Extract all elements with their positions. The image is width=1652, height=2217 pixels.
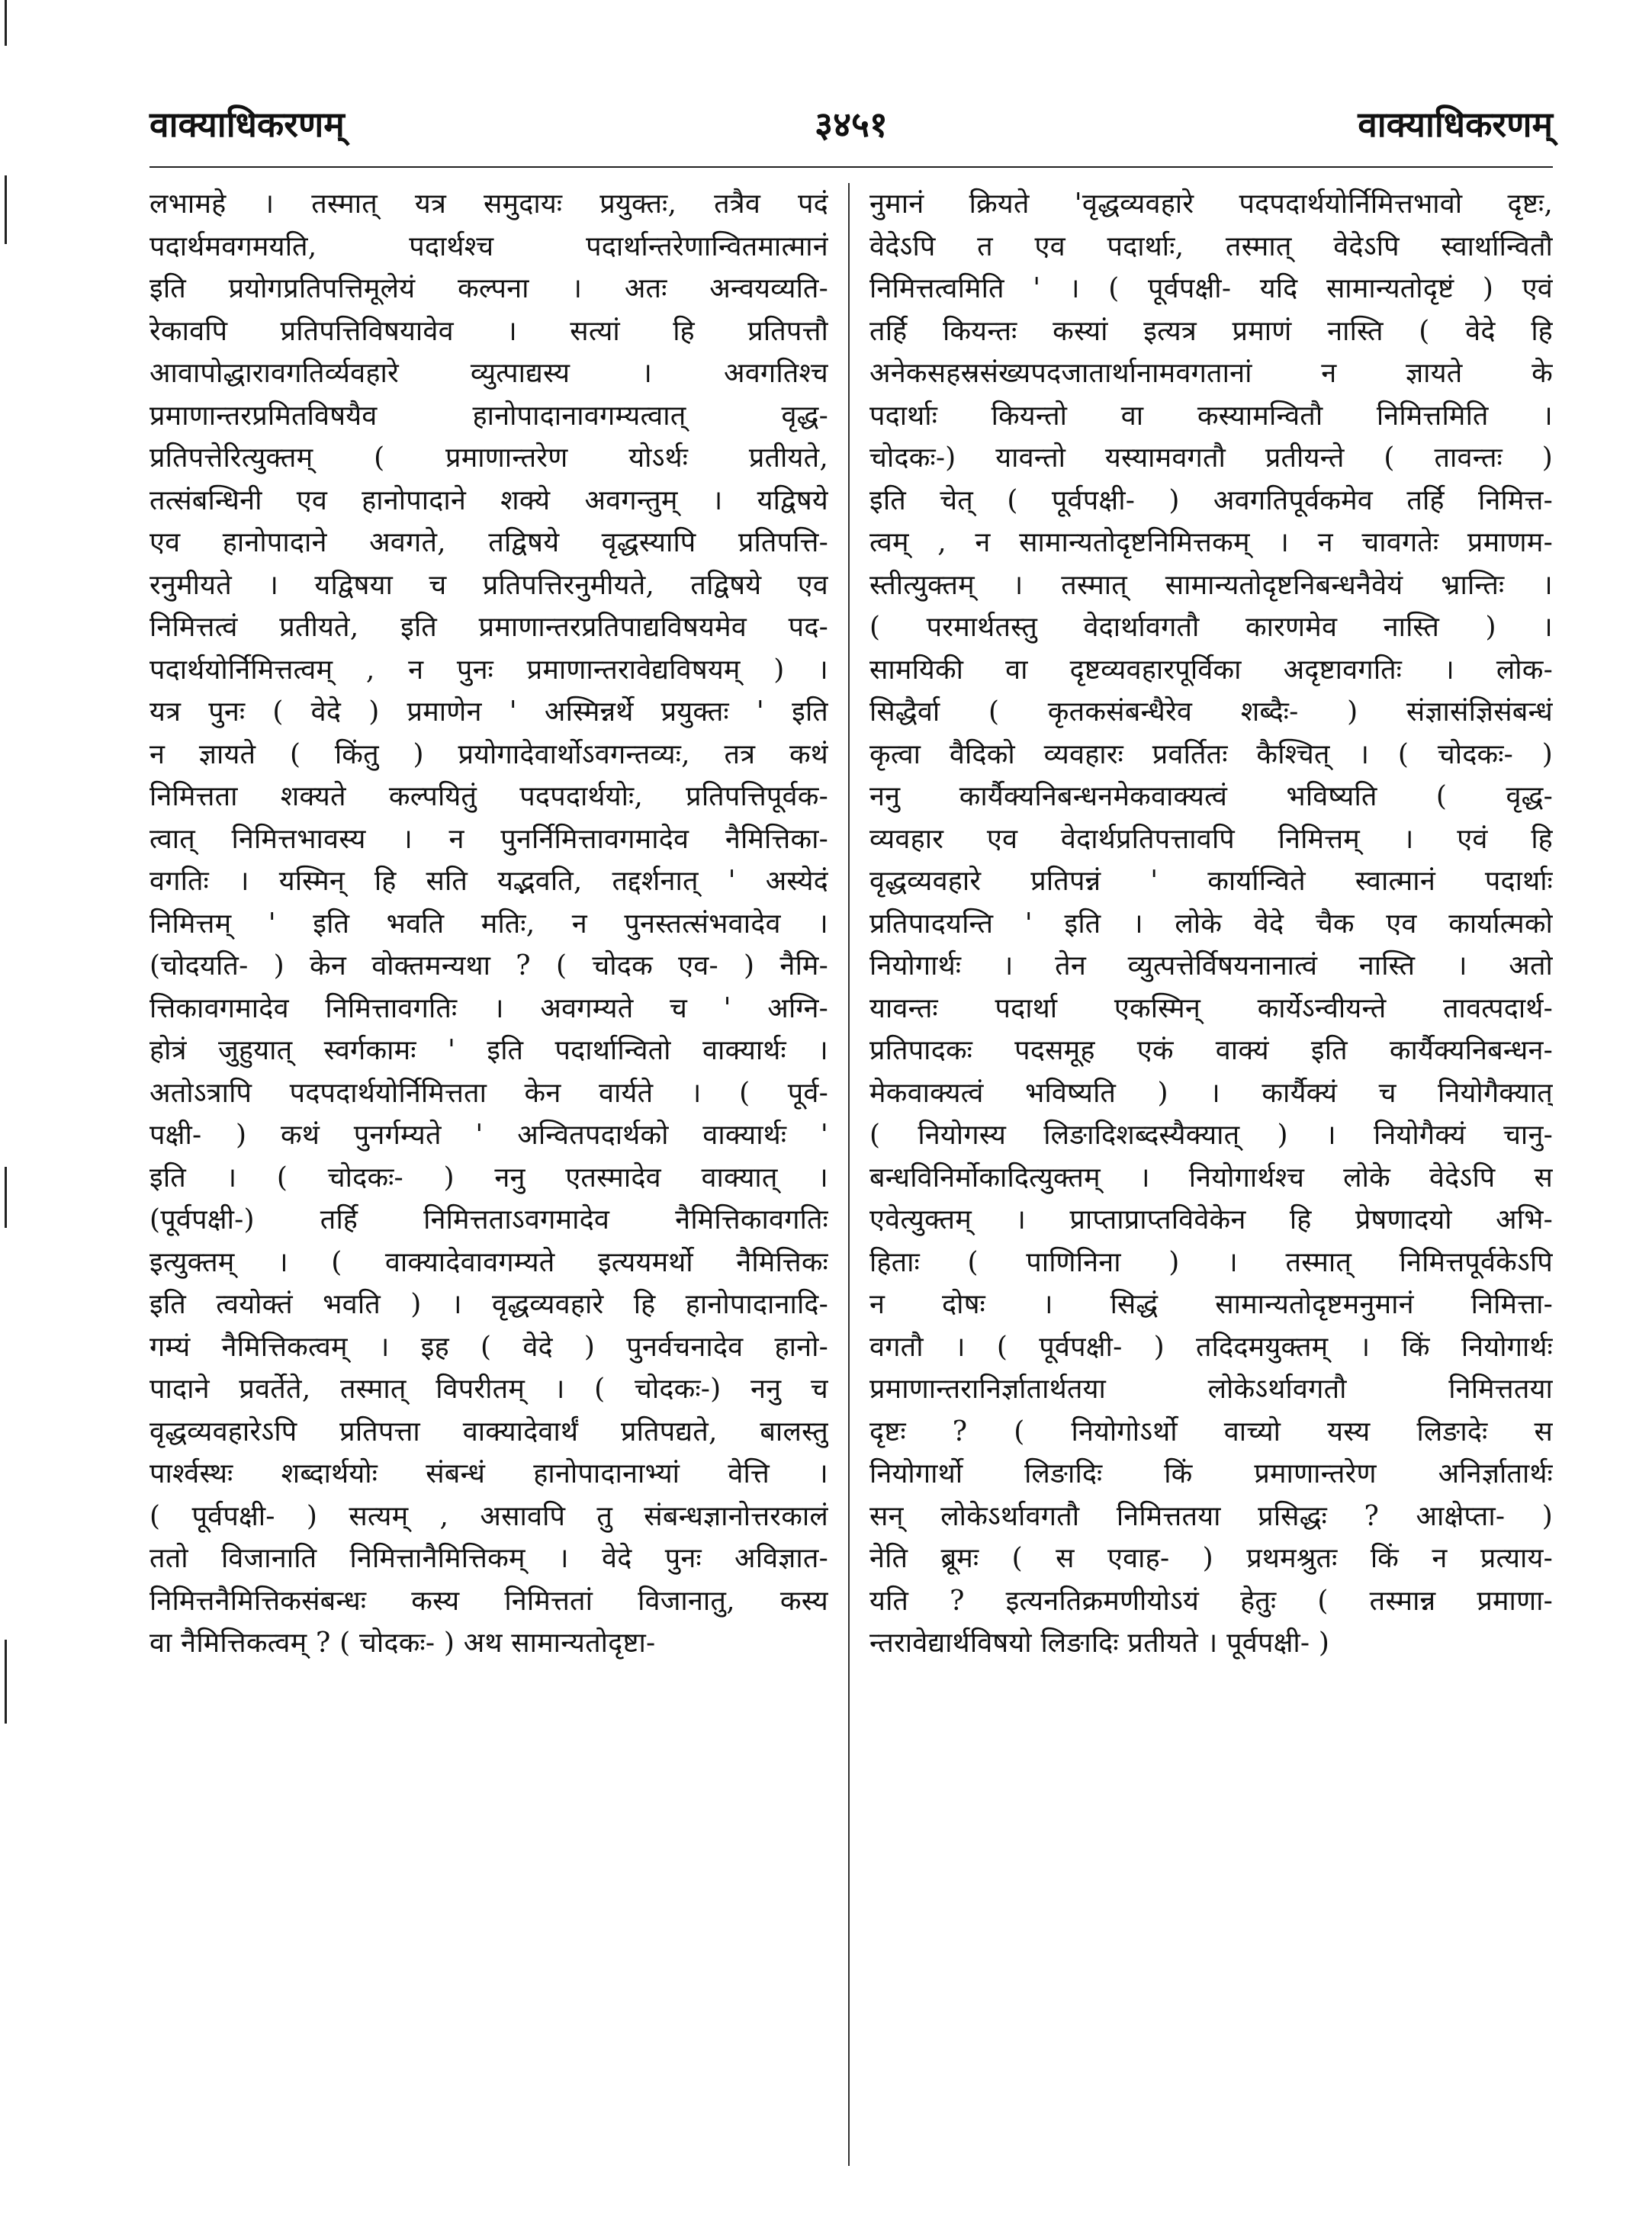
text-line: (पूर्वपक्षी-) तर्हि निमित्तताऽवगमादेव नैमित्तिकावगतिः	[149, 1204, 828, 1235]
text-line: पक्षी- ) कथं पुनर्गम्यते ' अन्वितपदार्थको वाक्यार्थः '	[149, 1120, 828, 1151]
text-line: प्रतिपादयन्ति ' इति । लोके वेदे चैक एव कार्यात्मको	[869, 908, 1553, 940]
text-line: प्रमाणान्तरानिर्ज्ञातार्थतया लोकेऽर्थावगतौ निमित्ततया	[869, 1374, 1553, 1405]
text-line: वा नैमित्तिकत्वम् ? ( चोदकः- ) अथ सामान्यतोदृष्टा-	[149, 1627, 656, 1659]
scan-margin-mark	[5, 1167, 7, 1228]
text-line: पदार्थमवगमयति, पदार्थश्च पदार्थान्तरेणान्वितमात्मानं	[149, 230, 828, 262]
text-line: यत्र पुनः ( वेदे ) प्रमाणेन ' अस्मिन्नर्थे प्रयुक्तः ' इति	[149, 696, 828, 728]
header-title-left: वाक्याधिकरणम्	[149, 104, 345, 145]
text-line: गम्यं नैमित्तिकत्वम् । इह ( वेदे ) पुनर्वचनादेव हानो-	[149, 1331, 828, 1363]
text-line: प्रमाणान्तरप्रमितविषयैव हानोपादानावगम्यत्वात् वृद्ध-	[149, 400, 828, 432]
text-line: सन् लोकेऽर्थावगतौ निमित्ततया प्रसिद्धः ? आक्षेप्ता- )	[869, 1500, 1553, 1532]
text-line: दृष्टः ? ( नियोगोऽर्थो वाच्यो यस्य लिङादेः स	[869, 1415, 1553, 1447]
text-line: वेदेऽपि त एव पदार्थाः, तस्मात् वेदेऽपि स्वार्थान्वितौ	[869, 230, 1553, 262]
text-line: प्रतिपत्तेरित्युक्तम् ( प्रमाणान्तरेण योऽर्थः प्रतीयते,	[149, 442, 828, 474]
text-line: व्यवहार एव वेदार्थप्रतिपत्तावपि निमित्तम् । एवं हि	[869, 823, 1553, 855]
scan-margin-mark	[5, 0, 7, 46]
running-header	[149, 90, 1553, 159]
text-line: मेकवाक्यत्वं भविष्यति ) । कार्यैक्यं च नियोगैक्यात्	[869, 1077, 1553, 1109]
text-line: इति प्रयोगप्रतिपत्तिमूलेयं कल्पना । अतः अन्वयव्यति-	[149, 273, 828, 304]
header-rule	[149, 166, 1553, 168]
column-divider	[848, 183, 850, 2166]
text-line: वृद्धव्यवहारे प्रतिपन्नं ' कार्यान्विते स्वात्मानं पदार्थाः	[869, 866, 1553, 897]
text-line: एवेत्युक्तम् । प्राप्ताप्राप्तविवेकेन हि प्रेषणादयो अभि-	[869, 1204, 1553, 1235]
left-column	[149, 183, 828, 2174]
text-line: पदार्थाः कियन्तो वा कस्यामन्वितौ निमित्तमिति ।	[869, 400, 1553, 432]
text-line: यति ? इत्यनतिक्रमणीयोऽयं हेतुः ( तस्मान्न प्रमाणा-	[869, 1585, 1553, 1617]
text-line: ( परमार्थतस्तु वेदार्थावगतौ कारणमेव नास्ति ) ।	[869, 612, 1553, 643]
text-line: सामयिकी वा दृष्टव्यवहारपूर्विका अदृष्टावगतिः । लोक-	[869, 654, 1553, 686]
text-line: नियोगार्थो लिङादिः किं प्रमाणान्तरेण अनिर्ज्ञातार्थः	[869, 1458, 1553, 1489]
text-line: वृद्धव्यवहारेऽपि प्रतिपत्ता वाक्यादेवार्थं प्रतिपद्यते, बालस्तु	[149, 1415, 828, 1447]
header-title-right: वाक्याधिकरणम्	[1358, 104, 1553, 145]
text-line: न ज्ञायते ( किंतु ) प्रयोगादेवार्थोऽवगन्तव्यः, तत्र कथं	[149, 738, 828, 770]
text-line: त्वात् निमित्तभावस्य । न पुनर्निमित्तावगमादेव नैमित्तिका-	[149, 823, 828, 855]
text-line: निमित्तत्वमिति ' । ( पूर्वपक्षी- यदि सामान्यतोदृष्टं ) एवं	[869, 273, 1553, 304]
text-line: वगतिः । यस्मिन् हि सति यद्भवति, तद्दर्शनात् ' अस्येदं	[149, 866, 828, 897]
text-line: पादाने प्रवर्तेते, तस्मात् विपरीतम् । ( चोदकः-) ननु च	[149, 1374, 828, 1405]
text-line: रेकावपि प्रतिपत्तिविषयावेव । सत्यां हि प्रतिपत्तौ	[149, 315, 828, 347]
text-line: त्वम् , न सामान्यतोदृष्टनिमित्तकम् । न चावगतेः प्रमाणम-	[869, 527, 1553, 558]
text-line: होत्रं जुहुयात् स्वर्गकामः ' इति पदार्थान्वितो वाक्यार्थः ।	[149, 1035, 828, 1066]
text-line: आवापोद्धारावगतिर्व्यवहारे व्युत्पाद्यस्य । अवगतिश्च	[149, 358, 828, 389]
text-line: इति चेत् ( पूर्वपक्षी- ) अवगतिपूर्वकमेव तर्हि निमित्त-	[869, 484, 1553, 516]
text-line: स्तीत्युक्तम् । तस्मात् सामान्यतोदृष्टनिबन्धनैवेयं भ्रान्तिः ।	[869, 569, 1553, 601]
text-line: नेति ब्रूमः ( स एवाह- ) प्रथमश्रुतः किं न प्रत्याय-	[869, 1543, 1553, 1574]
text-line: त्तिकावगमादेव निमित्तावगतिः । अवगम्यते च ' अग्नि-	[149, 992, 828, 1024]
text-line: निमित्तनैमित्तिकसंबन्धः कस्य निमित्ततां विजानातु, कस्य	[149, 1585, 828, 1617]
text-line: नुमानं क्रियते 'वृद्धव्यवहारे पदपदार्थयोर्निमित्तभावो दृष्टः,	[869, 188, 1553, 220]
page-number: ३४५१	[815, 104, 888, 145]
text-line: ( पूर्वपक्षी- ) सत्यम् , असावपि तु संबन्धज्ञानोत्तरकालं	[149, 1500, 828, 1532]
text-line: पदार्थयोर्निमित्तत्वम् , न पुनः प्रमाणान्तरावेद्यविषयम् ) ।	[149, 654, 828, 686]
text-line: न दोषः । सिद्धं सामान्यतोदृष्टमनुमानं निमित्ता-	[869, 1289, 1553, 1320]
text-line: नियोगार्थः । तेन व्युत्पत्तेर्विषयनानात्वं नास्ति । अतो	[869, 950, 1553, 982]
text-line: अनेकसहस्रसंख्यपदजातार्थानामवगतानां न ज्ञायते के	[869, 358, 1553, 389]
text-line: (चोदयति- ) केन वोक्तमन्यथा ? ( चोदक एव- ) नैमि-	[149, 950, 828, 982]
text-line: इति त्वयोक्तं भवति ) । वृद्धव्यवहारे हि हानोपादानादि-	[149, 1289, 828, 1320]
text-line: पार्श्वस्थः शब्दार्थयोः संबन्धं हानोपादानाभ्यां वेत्ति ।	[149, 1458, 828, 1489]
text-line: लभामहे । तस्मात् यत्र समुदायः प्रयुक्तः, तत्रैव पदं	[149, 188, 828, 220]
text-line: तत्संबन्धिनी एव हानोपादाने शक्ये अवगन्तुम् । यद्विषये	[149, 484, 828, 516]
text-line: बन्धविनिर्मोकादित्युक्तम् । नियोगार्थश्च लोके वेदेऽपि स	[869, 1162, 1553, 1194]
text-line: ( नियोगस्य लिङादिशब्दस्यैक्यात् ) । नियोगैक्यं चानु-	[869, 1120, 1553, 1151]
text-line: निमित्तत्वं प्रतीयते, इति प्रमाणान्तरप्रतिपाद्यविषयमेव पद-	[149, 612, 828, 643]
text-line: इति । ( चोदकः- ) ननु एतस्मादेव वाक्यात् ।	[149, 1162, 828, 1194]
text-line: चोदकः-) यावन्तो यस्यामवगतौ प्रतीयन्ते ( तावन्तः )	[869, 442, 1553, 474]
text-line: हिताः ( पाणिनिना ) । तस्मात् निमित्तपूर्वकेऽपि	[869, 1246, 1553, 1278]
text-line: अतोऽत्रापि पदपदार्थयोर्निमित्तता केन वार्यते । ( पूर्व-	[149, 1077, 828, 1109]
text-line: निमित्तता शक्यते कल्पयितुं पदपदार्थयोः, प्रतिपत्तिपूर्वक-	[149, 781, 828, 812]
text-line: यावन्तः पदार्था एकस्मिन् कार्येऽन्वीयन्ते तावत्पदार्थ-	[869, 992, 1553, 1024]
text-line: ननु कार्यैक्यनिबन्धनमेकवाक्यत्वं भविष्यति ( वृद्ध-	[869, 781, 1553, 812]
text-line: वगतौ । ( पूर्वपक्षी- ) तदिदमयुक्तम् । किं नियोगार्थः	[869, 1331, 1553, 1363]
text-line: न्तरावेद्यार्थविषयो लिङादिः प्रतीयते । पूर्वपक्षी- )	[869, 1627, 1330, 1659]
text-line: प्रतिपादकः पदसमूह एकं वाक्यं इति कार्यैक्यनिबन्धन-	[869, 1035, 1553, 1066]
scan-margin-mark	[5, 175, 7, 244]
text-line: निमित्तम् ' इति भवति मतिः, न पुनस्तत्संभवादेव ।	[149, 908, 828, 940]
text-line: कृत्वा वैदिको व्यवहारः प्रवर्तितः कैश्चित् । ( चोदकः- )	[869, 738, 1553, 770]
text-line: इत्युक्तम् । ( वाक्यादेवावगम्यते इत्ययमर्थो नैमित्तिकः	[149, 1246, 828, 1278]
text-line: एव हानोपादाने अवगते, तद्विषये वृद्धस्यापि प्रतिपत्ति-	[149, 527, 828, 558]
text-line: तर्हि कियन्तः कस्यां इत्यत्र प्रमाणं नास्ति ( वेदे हि	[869, 315, 1553, 347]
right-column	[869, 183, 1553, 2174]
scan-margin-mark	[5, 1640, 7, 1724]
text-line: रनुमीयते । यद्विषया च प्रतिपत्तिरनुमीयते, तद्विषये एव	[149, 569, 828, 601]
text-line: ततो विजानाति निमित्तानैमित्तिकम् । वेदे पुनः अविज्ञात-	[149, 1543, 828, 1574]
text-line: सिद्धैर्वा ( कृतकसंबन्धैरेव शब्दैः- ) संज्ञासंज्ञिसंबन्धं	[869, 696, 1553, 728]
